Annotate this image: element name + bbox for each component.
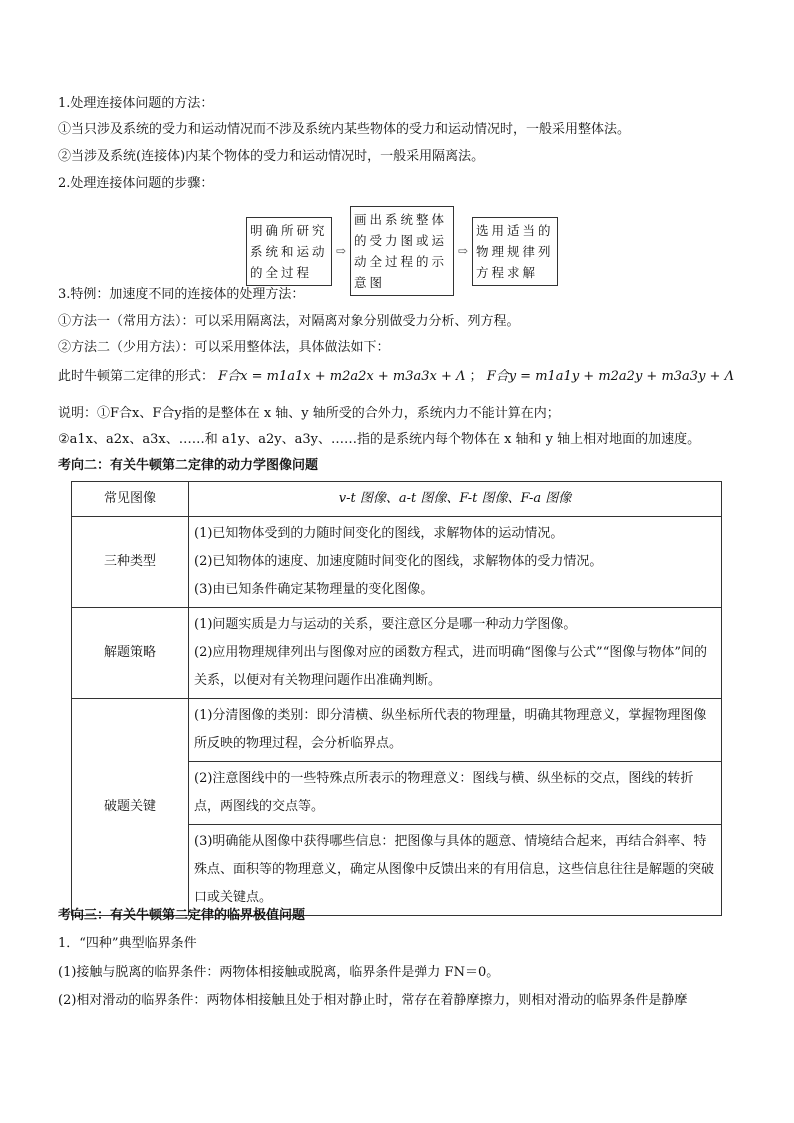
row-label-strategy: 解题策略 [72, 608, 189, 699]
table-header-right: v-t 图像、a-t 图像、F-t 图像、F-a 图像 [189, 482, 722, 517]
topic3-sub1: 1．“四种”典型临界条件 [58, 936, 197, 951]
list-item: (2)已知物体的速度、加速度随时间变化的图线，求解物体的受力情况。 [194, 554, 603, 569]
section3-note2: ②a1x、a2x、a3x、……和 a1y、a2y、a3y、……指的是系统内每个物体在 x 轴和 y 轴上相对地面的加速度。 [58, 432, 701, 447]
topic3-item2: (2)相对滑动的临界条件：两物体相接触且处于相对静止时，常存在着静摩擦力，则相对滑动的临界条件是静摩 [58, 993, 688, 1008]
list-item: (1)问题实质是力与运动的关系，要注意区分是哪一种动力学图像。 [194, 617, 577, 632]
row-content-strategy [189, 608, 722, 699]
flow-step-3: 选用适当的物理规律列方程求解 [472, 217, 558, 286]
section3-note1: 说明：①F合x、F合y指的是整体在 x 轴、y 轴所受的合外力，系统内力不能计算在内； [58, 406, 560, 421]
table-row [72, 517, 722, 608]
table-row [72, 608, 722, 699]
topic3-heading: 考向三：有关牛顿第二定律的临界极值问题 [58, 908, 306, 923]
table-header-left: 常见图像 [72, 482, 189, 517]
table-row [72, 482, 722, 517]
section2-heading: 2.处理连接体问题的步骤： [58, 176, 214, 191]
graph-problems-table [71, 481, 722, 916]
topic2-heading: 考向二：有关牛顿第二定律的动力学图像问题 [58, 458, 319, 473]
section3-method2: ②方法二（少用方法）：可以采用整体法，具体做法如下： [58, 340, 390, 355]
process-flowchart [246, 206, 558, 296]
list-item: (2)注意图线中的一些特殊点所表示的物理意义：图线与横、纵坐标的交点，图线的转折点，两图线的交点等。 [189, 762, 722, 825]
arrow-right-icon: ⇨ [335, 244, 347, 258]
list-item: (1)分清图像的类别：即分清横、纵坐标所代表的物理量，明确其物理意义，掌握物理图像所反映的物理过程，会分析临界点。 [189, 699, 722, 762]
formula-y: F合y = m1a1y + m2a2y + m3a3y + Λ [486, 369, 734, 384]
list-item: (2)应用物理规律列出与图像对应的函数方程式，进而明确“图像与公式”“图像与物体”间的关系，以便对有关物理问题作出准确判断。 [194, 645, 707, 688]
formula-separator: ； [469, 369, 483, 384]
formula-x: F合x = m1a1x + m2a2x + m3a3x + Λ [218, 369, 466, 384]
flow-step-2: 画出系统整体的受力图或运动全过程的示意图 [350, 206, 454, 296]
list-item: (3)明确能从图像中获得哪些信息：把图像与具体的题意、情境结合起来，再结合斜率、特殊点、面积等的物理意义，确定从图像中反馈出来的有用信息，这些信息往往是解题的突破口或关键点。 [189, 825, 722, 916]
section3-method1: ①方法一（常用方法）：可以采用隔离法，对隔离对象分别做受力分析、列方程。 [58, 314, 520, 329]
row-label-key: 破题关键 [72, 699, 189, 916]
formula-prefix: 此时牛顿第二定律的形式： [58, 369, 215, 384]
arrow-right-icon: ⇨ [457, 244, 469, 258]
row-label-types: 三种类型 [72, 517, 189, 608]
list-item: (3)由已知条件确定某物理量的变化图像。 [194, 582, 434, 597]
topic3-item1: (1)接触与脱离的临界条件：两物体相接触或脱离，临界条件是弹力 FN＝0。 [58, 965, 500, 980]
section1-item1: ①当只涉及系统的受力和运动情况而不涉及系统内某些物体的受力和运动情况时，一般采用整体法。 [58, 122, 631, 137]
table-row [72, 699, 722, 762]
list-item: (1)已知物体受到的力随时间变化的图线，求解物体的运动情况。 [194, 526, 564, 541]
formula-line [58, 368, 734, 386]
row-content-types [189, 517, 722, 608]
section1-item2: ②当涉及系统(连接体)内某个物体的受力和运动情况时，一般采用隔离法。 [58, 149, 485, 164]
flow-step-1: 明确所研究系统和运动的全过程 [246, 217, 332, 286]
section1-heading: 1.处理连接体问题的方法： [58, 96, 214, 111]
section3-heading: 3.特例：加速度不同的连接体的处理方法： [58, 287, 305, 302]
